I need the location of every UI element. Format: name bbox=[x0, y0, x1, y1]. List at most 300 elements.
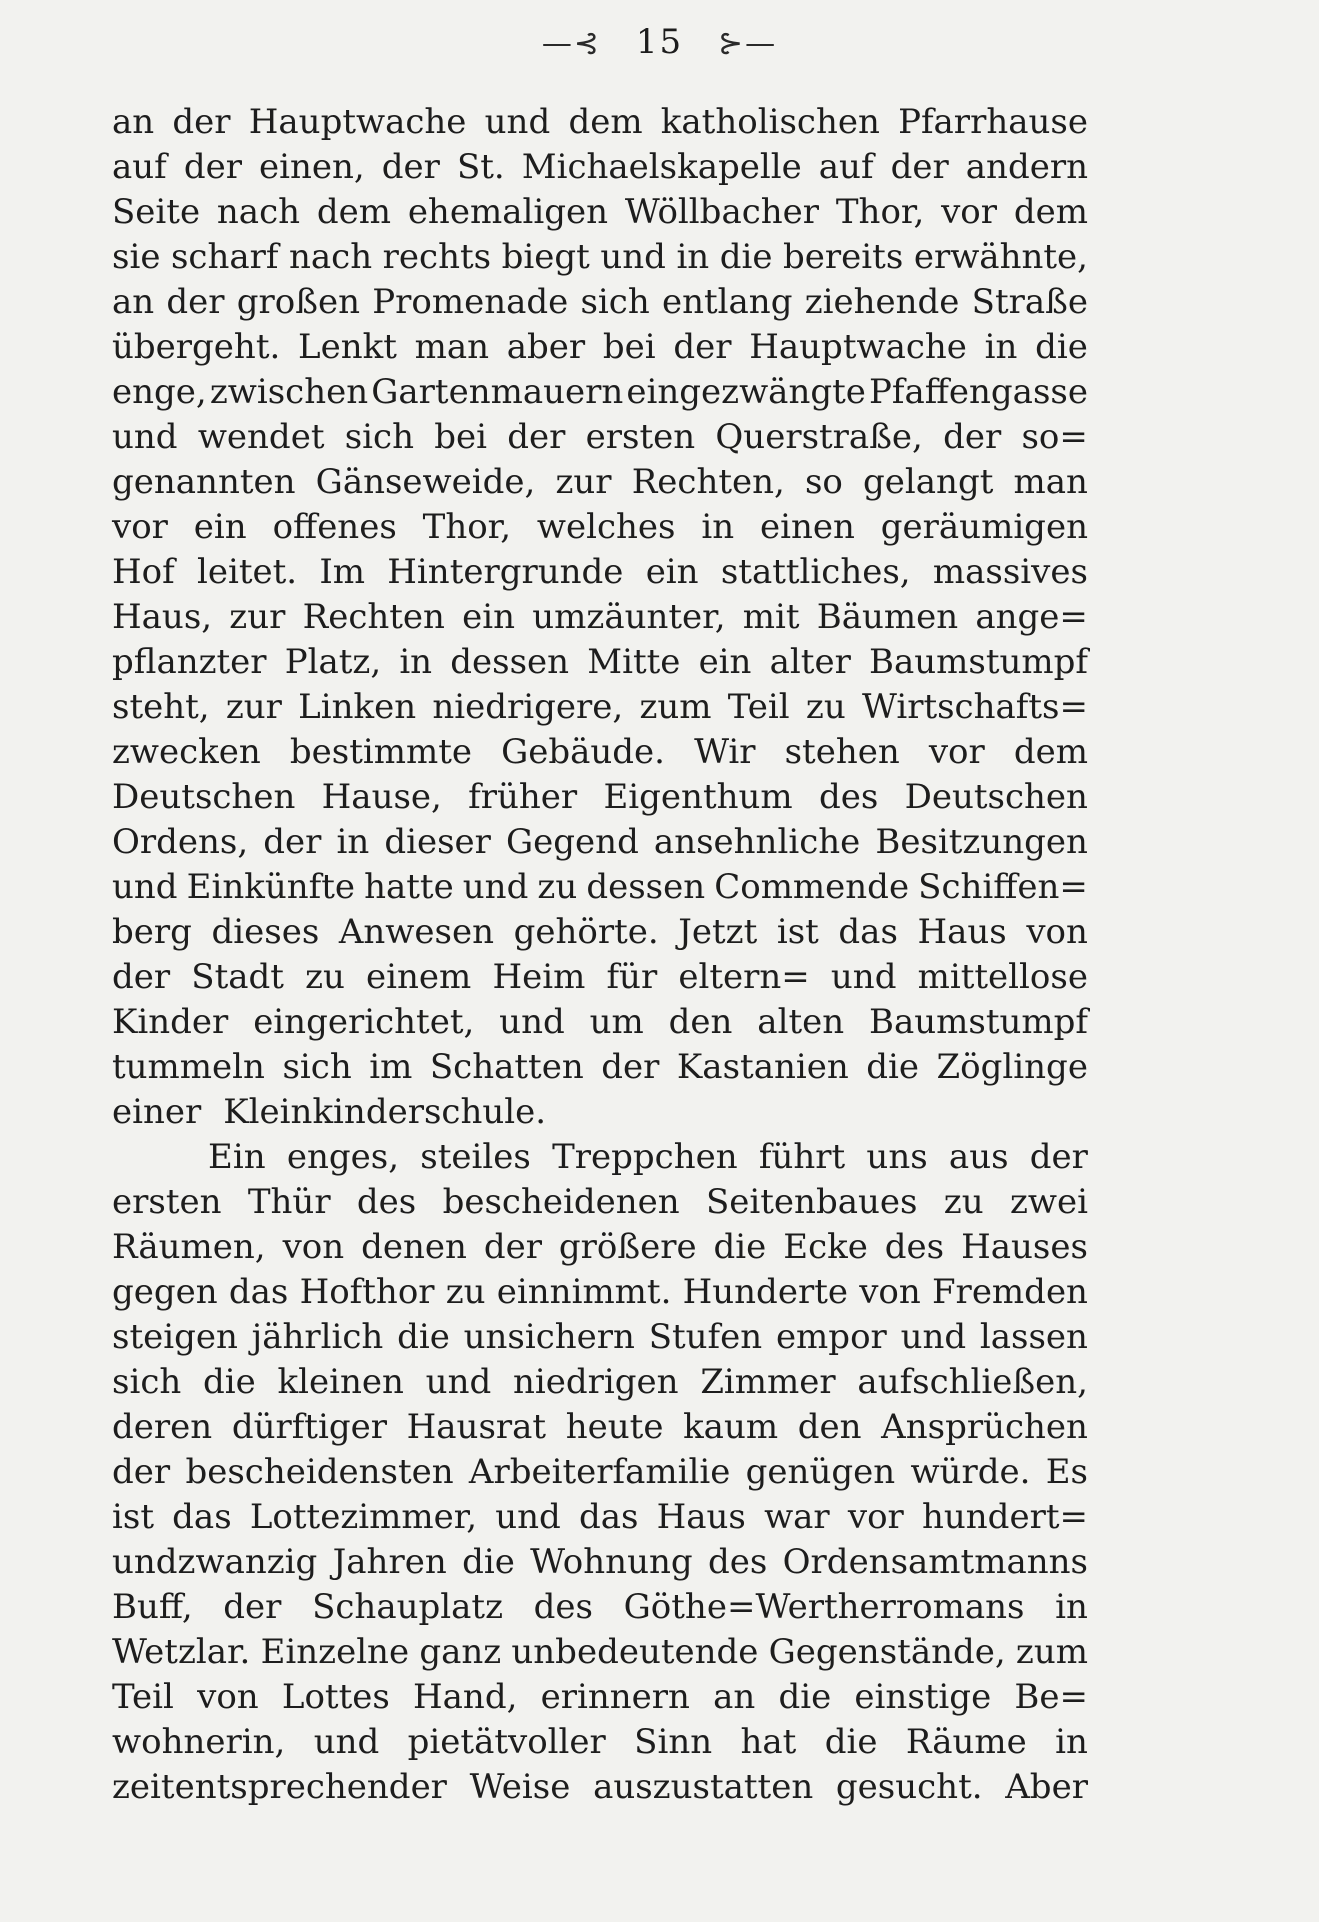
word: Zöglinge bbox=[936, 1047, 1088, 1087]
text-line bbox=[112, 1675, 1088, 1720]
word: Thor, bbox=[835, 192, 925, 232]
word: ersten bbox=[585, 417, 696, 457]
word: Baumstumpf bbox=[869, 1002, 1088, 1042]
word: Baumstumpf bbox=[869, 642, 1088, 682]
word: Hofthor bbox=[299, 1272, 435, 1312]
word: des bbox=[884, 1227, 945, 1267]
word: Teil bbox=[112, 1677, 174, 1717]
word: so= bbox=[1021, 417, 1088, 457]
text-line bbox=[112, 1000, 1088, 1045]
word: Teil bbox=[727, 687, 790, 727]
word: Hauses bbox=[961, 1227, 1088, 1267]
word: wendet bbox=[197, 417, 325, 457]
word: ange= bbox=[975, 597, 1088, 637]
word: der bbox=[507, 417, 566, 457]
word: für bbox=[606, 957, 658, 997]
word: pietätvoller bbox=[407, 1722, 606, 1762]
word: einem bbox=[366, 957, 472, 997]
word: Weise bbox=[469, 1767, 571, 1807]
word: zwischen bbox=[209, 372, 369, 412]
word: bereits bbox=[783, 237, 904, 277]
word: von bbox=[859, 1272, 921, 1312]
word: lassen bbox=[979, 1317, 1088, 1357]
word: Hunderte bbox=[682, 1272, 848, 1312]
word: sich bbox=[112, 1362, 182, 1402]
word: massives bbox=[932, 552, 1088, 592]
word: Querstraße, bbox=[715, 417, 923, 457]
word: des bbox=[533, 1587, 593, 1627]
word: undzwanzig bbox=[112, 1542, 318, 1582]
text-line bbox=[112, 595, 1088, 640]
text-line bbox=[112, 1540, 1088, 1585]
word: ersten bbox=[112, 1182, 222, 1222]
word: auszustatten bbox=[593, 1767, 814, 1807]
word: Hausrat bbox=[406, 1407, 547, 1447]
word: Ecke bbox=[783, 1227, 868, 1267]
word: die bbox=[203, 1362, 256, 1402]
word: Sinn bbox=[634, 1722, 713, 1762]
body-text bbox=[112, 100, 1088, 1810]
text-line bbox=[112, 325, 1088, 370]
word: Schauplatz bbox=[312, 1587, 503, 1627]
word: Eigenthum bbox=[603, 777, 793, 817]
word: vor bbox=[941, 192, 998, 232]
word: des bbox=[818, 777, 879, 817]
word: Deutschen bbox=[904, 777, 1088, 817]
word: rechts bbox=[382, 237, 492, 277]
word: Lottezimmer, bbox=[249, 1497, 478, 1537]
word: vor bbox=[928, 732, 985, 772]
word: enge, bbox=[112, 372, 207, 412]
word: die bbox=[824, 1722, 878, 1762]
word: Göthe=Wertherromans bbox=[623, 1587, 1025, 1627]
word: Wir bbox=[694, 732, 756, 772]
word: an bbox=[713, 1677, 756, 1717]
word: und bbox=[462, 867, 529, 907]
word: in bbox=[984, 327, 1018, 367]
word: Gartenmauern bbox=[371, 372, 624, 412]
word: Haus, bbox=[112, 597, 213, 637]
word: hundert= bbox=[921, 1497, 1088, 1537]
text-line bbox=[112, 1765, 1088, 1810]
word: in bbox=[399, 642, 433, 682]
text-line bbox=[112, 820, 1088, 865]
word: in bbox=[336, 822, 370, 862]
text-line bbox=[112, 1045, 1088, 1090]
word: um bbox=[589, 1002, 644, 1042]
word: Buff, bbox=[112, 1587, 193, 1627]
word: ist bbox=[776, 912, 819, 952]
word: deren bbox=[112, 1407, 213, 1447]
word: und bbox=[112, 867, 178, 907]
word: hat bbox=[740, 1722, 797, 1762]
word: Besitzungen bbox=[875, 822, 1088, 862]
text-line bbox=[112, 280, 1088, 325]
word: ein bbox=[645, 552, 699, 592]
word: des bbox=[707, 1542, 768, 1582]
word: der bbox=[263, 822, 322, 862]
word: dem bbox=[568, 102, 643, 142]
text-line bbox=[112, 145, 1088, 190]
word: der bbox=[172, 102, 231, 142]
word: stehen bbox=[784, 732, 900, 772]
word: Thor, bbox=[422, 507, 512, 547]
word: Linken bbox=[298, 687, 417, 727]
word: ziehende bbox=[804, 282, 960, 322]
ornament-left: —⊰ bbox=[541, 26, 602, 61]
text-line bbox=[112, 1135, 1088, 1180]
word: der bbox=[112, 1452, 171, 1492]
word: Mitte bbox=[587, 642, 681, 682]
word: erinnern bbox=[540, 1677, 690, 1717]
word: steiles bbox=[420, 1137, 531, 1177]
text-line bbox=[112, 370, 1088, 415]
word: Heim bbox=[492, 957, 586, 997]
word: vor bbox=[112, 507, 168, 547]
word: denen bbox=[361, 1227, 467, 1267]
word: und bbox=[600, 237, 666, 277]
word: Wetzlar. bbox=[112, 1632, 251, 1672]
word: zur bbox=[229, 597, 286, 637]
word: dieser bbox=[384, 822, 491, 862]
word: Es bbox=[1045, 1452, 1088, 1492]
word: dem bbox=[1013, 732, 1088, 772]
word: zur bbox=[555, 462, 612, 502]
word: unbedeutende bbox=[511, 1632, 759, 1672]
word: kaum bbox=[683, 1407, 779, 1447]
word: uns bbox=[866, 1137, 928, 1177]
word: ein bbox=[193, 507, 247, 547]
word: der bbox=[166, 282, 225, 322]
word: dessen bbox=[586, 867, 706, 907]
word: dieses bbox=[211, 912, 320, 952]
word: einen bbox=[759, 507, 855, 547]
ornament-right: ⊱— bbox=[717, 26, 778, 61]
word: mit bbox=[742, 597, 800, 637]
word: umzäunter, bbox=[532, 597, 726, 637]
word: und bbox=[900, 1317, 967, 1357]
word: einnimmt. bbox=[496, 1272, 672, 1312]
word: Lenkt bbox=[298, 327, 397, 367]
word: der bbox=[112, 957, 171, 997]
word: auf bbox=[818, 147, 874, 187]
word: und bbox=[499, 1002, 565, 1042]
word: zwecken bbox=[112, 732, 261, 772]
word: Platz, bbox=[284, 642, 382, 682]
word: offenes bbox=[272, 507, 397, 547]
word: bestimmte bbox=[289, 732, 473, 772]
word: man bbox=[1013, 462, 1088, 502]
word: Michaelskapelle bbox=[521, 147, 802, 187]
word: nach bbox=[289, 237, 373, 277]
word: Haus bbox=[917, 912, 1007, 952]
word: nach bbox=[216, 192, 301, 232]
word: des bbox=[356, 1182, 417, 1222]
paragraph bbox=[112, 1135, 1088, 1810]
text-line bbox=[112, 1495, 1088, 1540]
page-number: 15 bbox=[635, 22, 684, 62]
word: so bbox=[804, 462, 843, 502]
word: Gebäude. bbox=[501, 732, 665, 772]
word: und bbox=[830, 957, 897, 997]
word: zeitentsprechender bbox=[112, 1767, 447, 1807]
word: eingezwängte bbox=[626, 372, 866, 412]
word: in bbox=[1055, 1722, 1088, 1762]
word: tummeln bbox=[112, 1047, 265, 1087]
word: Anwesen bbox=[338, 912, 494, 952]
word: gegen bbox=[112, 1272, 218, 1312]
word: aber bbox=[506, 327, 586, 367]
word: pflanzter bbox=[112, 642, 267, 682]
word: vor bbox=[847, 1497, 904, 1537]
word: der bbox=[890, 147, 949, 187]
word: Hauptwache bbox=[248, 102, 467, 142]
text-line bbox=[112, 865, 1088, 910]
text-line bbox=[112, 190, 1088, 235]
word: zum bbox=[1015, 1632, 1088, 1672]
word: der bbox=[223, 1587, 282, 1627]
word: an bbox=[112, 102, 155, 142]
text-line bbox=[112, 100, 1088, 145]
word: Im bbox=[319, 552, 366, 592]
text-line bbox=[112, 1585, 1088, 1630]
word: auf bbox=[112, 147, 167, 187]
word: biegt bbox=[501, 237, 590, 277]
word: das bbox=[172, 1497, 232, 1537]
word: ehemaligen bbox=[407, 192, 608, 232]
word: Jetzt bbox=[678, 912, 758, 952]
word: übergeht. bbox=[112, 327, 281, 367]
text-line bbox=[112, 775, 1088, 820]
word: einen, bbox=[259, 147, 365, 187]
word: die bbox=[462, 1542, 515, 1582]
word: der bbox=[381, 147, 440, 187]
word: niedrigere, bbox=[432, 687, 624, 727]
word: Kastanien bbox=[676, 1047, 849, 1087]
word: in bbox=[676, 237, 710, 277]
word: bescheidensten bbox=[185, 1452, 454, 1492]
word: zu bbox=[305, 957, 345, 997]
word: Stadt bbox=[191, 957, 284, 997]
word: Wohnung bbox=[530, 1542, 693, 1582]
word: früher bbox=[468, 777, 578, 817]
word: zum bbox=[639, 687, 712, 727]
word: heute bbox=[565, 1407, 664, 1447]
word: von bbox=[282, 1227, 345, 1267]
text-line bbox=[112, 460, 1088, 505]
word: aufschließen, bbox=[857, 1362, 1088, 1402]
word: der bbox=[483, 1227, 542, 1267]
word: das bbox=[838, 912, 898, 952]
word: Treppchen bbox=[552, 1137, 738, 1177]
word: Räumen, bbox=[112, 1227, 266, 1267]
word: Rechten, bbox=[631, 462, 785, 502]
word: den bbox=[797, 1407, 862, 1447]
text-line bbox=[112, 550, 1088, 595]
word: der bbox=[1029, 1137, 1088, 1177]
word: gehörte. bbox=[513, 912, 659, 952]
word: und bbox=[495, 1497, 561, 1537]
word: Stufen bbox=[648, 1317, 763, 1357]
word: sich bbox=[282, 1047, 352, 1087]
word: Bäumen bbox=[816, 597, 959, 637]
word: stattliches, bbox=[720, 552, 911, 592]
word: einstige bbox=[854, 1677, 992, 1717]
text-line bbox=[112, 730, 1088, 775]
word: mittellose bbox=[917, 957, 1088, 997]
word: St. bbox=[456, 147, 505, 187]
word: steigen bbox=[112, 1317, 238, 1357]
word: entlang bbox=[661, 282, 793, 322]
word: Hauptwache bbox=[749, 327, 967, 367]
text-line bbox=[112, 1180, 1088, 1225]
text-line bbox=[112, 1720, 1088, 1765]
text-line bbox=[112, 685, 1088, 730]
word: ein bbox=[462, 597, 516, 637]
word: geräumigen bbox=[880, 507, 1088, 547]
word: Hand, bbox=[413, 1677, 518, 1717]
word: größere bbox=[558, 1227, 697, 1267]
word: bescheidenen bbox=[442, 1182, 680, 1222]
word: Haus bbox=[656, 1497, 746, 1537]
text-line bbox=[112, 505, 1088, 550]
word: Pfarrhause bbox=[898, 102, 1088, 142]
word: in bbox=[1055, 1587, 1088, 1627]
word: war bbox=[764, 1497, 830, 1537]
word: andern bbox=[965, 147, 1088, 187]
word: niedrigen bbox=[512, 1362, 679, 1402]
text-line bbox=[112, 1630, 1088, 1675]
word: Thür bbox=[247, 1182, 331, 1222]
word: Schatten bbox=[429, 1047, 584, 1087]
word: eingerichtet, bbox=[253, 1002, 475, 1042]
word: Gänseweide, bbox=[315, 462, 536, 502]
text-line bbox=[112, 1225, 1088, 1270]
word: dessen bbox=[450, 642, 570, 682]
word: Hof bbox=[112, 552, 175, 592]
word: zu bbox=[445, 1272, 486, 1312]
word: und bbox=[425, 1362, 492, 1402]
word: enges, bbox=[286, 1137, 400, 1177]
word: Kleinkinderschule. bbox=[223, 1092, 547, 1132]
text-line bbox=[112, 415, 1088, 460]
word: Ein bbox=[208, 1137, 266, 1177]
word: an bbox=[112, 282, 155, 322]
word: zur bbox=[225, 687, 282, 727]
word: wohnerin, bbox=[112, 1722, 286, 1762]
word: großen bbox=[236, 282, 360, 322]
page-header bbox=[0, 22, 1319, 62]
word: Wirtschafts= bbox=[861, 687, 1088, 727]
word: berg bbox=[112, 912, 192, 952]
word: Rechten bbox=[302, 597, 445, 637]
word: einer bbox=[112, 1092, 202, 1132]
text-line bbox=[112, 1360, 1088, 1405]
word: sich bbox=[580, 282, 650, 322]
word: würde. bbox=[910, 1452, 1031, 1492]
word: Deutschen bbox=[112, 777, 296, 817]
word: man bbox=[414, 327, 490, 367]
word: den bbox=[668, 1002, 733, 1042]
word: ganz bbox=[419, 1632, 502, 1672]
word: leitet. bbox=[196, 552, 298, 592]
paragraph bbox=[112, 100, 1088, 1135]
word: aus bbox=[948, 1137, 1009, 1177]
word: im bbox=[369, 1047, 413, 1087]
word: Ordensamtmanns bbox=[782, 1542, 1088, 1582]
text-line bbox=[112, 640, 1088, 685]
word: sie bbox=[112, 237, 161, 277]
word: das bbox=[578, 1497, 639, 1537]
word: Lottes bbox=[281, 1677, 390, 1717]
text-line bbox=[112, 1270, 1088, 1315]
word: empor bbox=[775, 1317, 887, 1357]
word: der bbox=[673, 327, 732, 367]
word: Fremden bbox=[931, 1272, 1088, 1312]
word: in bbox=[701, 507, 735, 547]
word: alten bbox=[757, 1002, 845, 1042]
word: genügen bbox=[745, 1452, 896, 1492]
word: die bbox=[713, 1227, 767, 1267]
word: Schiffen= bbox=[918, 867, 1088, 907]
word: scharf bbox=[170, 237, 279, 277]
word: erwähnte, bbox=[913, 237, 1088, 277]
word: der bbox=[601, 1047, 660, 1087]
word: Promenade bbox=[372, 282, 569, 322]
word: genannten bbox=[112, 462, 296, 502]
word: und bbox=[313, 1722, 380, 1762]
word: führt bbox=[758, 1137, 846, 1177]
word: Wöllbacher bbox=[624, 192, 820, 232]
word: ein bbox=[698, 642, 752, 682]
word: Einkünfte bbox=[186, 867, 355, 907]
word: Aber bbox=[1005, 1767, 1088, 1807]
word: der bbox=[183, 147, 242, 187]
word: und bbox=[112, 417, 178, 457]
text-line bbox=[112, 1450, 1088, 1495]
word: gesucht. bbox=[835, 1767, 983, 1807]
word: der bbox=[943, 417, 1002, 457]
word: Hause, bbox=[321, 777, 442, 817]
word: Räume bbox=[905, 1722, 1027, 1762]
word: und bbox=[484, 102, 551, 142]
word: Seitenbaues bbox=[705, 1182, 918, 1222]
word: Ansprüchen bbox=[881, 1407, 1088, 1447]
word: Zimmer bbox=[700, 1362, 836, 1402]
word: eltern= bbox=[678, 957, 810, 997]
word: Be= bbox=[1014, 1677, 1088, 1717]
word: die bbox=[866, 1047, 920, 1087]
word: Pfaffengasse bbox=[869, 372, 1088, 412]
word: Gegenstände, bbox=[768, 1632, 1006, 1672]
word: zu bbox=[537, 867, 578, 907]
word: alter bbox=[769, 642, 851, 682]
word: steht, bbox=[112, 687, 210, 727]
word: dem bbox=[1013, 192, 1088, 232]
text-line bbox=[112, 235, 1088, 280]
word: bei bbox=[434, 417, 488, 457]
word: Einzelne bbox=[260, 1632, 410, 1672]
word: jährlich bbox=[251, 1317, 384, 1357]
word: die bbox=[397, 1317, 450, 1357]
word: Gegend bbox=[506, 822, 639, 862]
word: katholischen bbox=[660, 102, 880, 142]
word: Hintergrunde bbox=[387, 552, 624, 592]
word: Ordens, bbox=[112, 822, 249, 862]
word: die bbox=[778, 1677, 832, 1717]
word: ansehnliche bbox=[653, 822, 861, 862]
word: zwei bbox=[1009, 1182, 1088, 1222]
